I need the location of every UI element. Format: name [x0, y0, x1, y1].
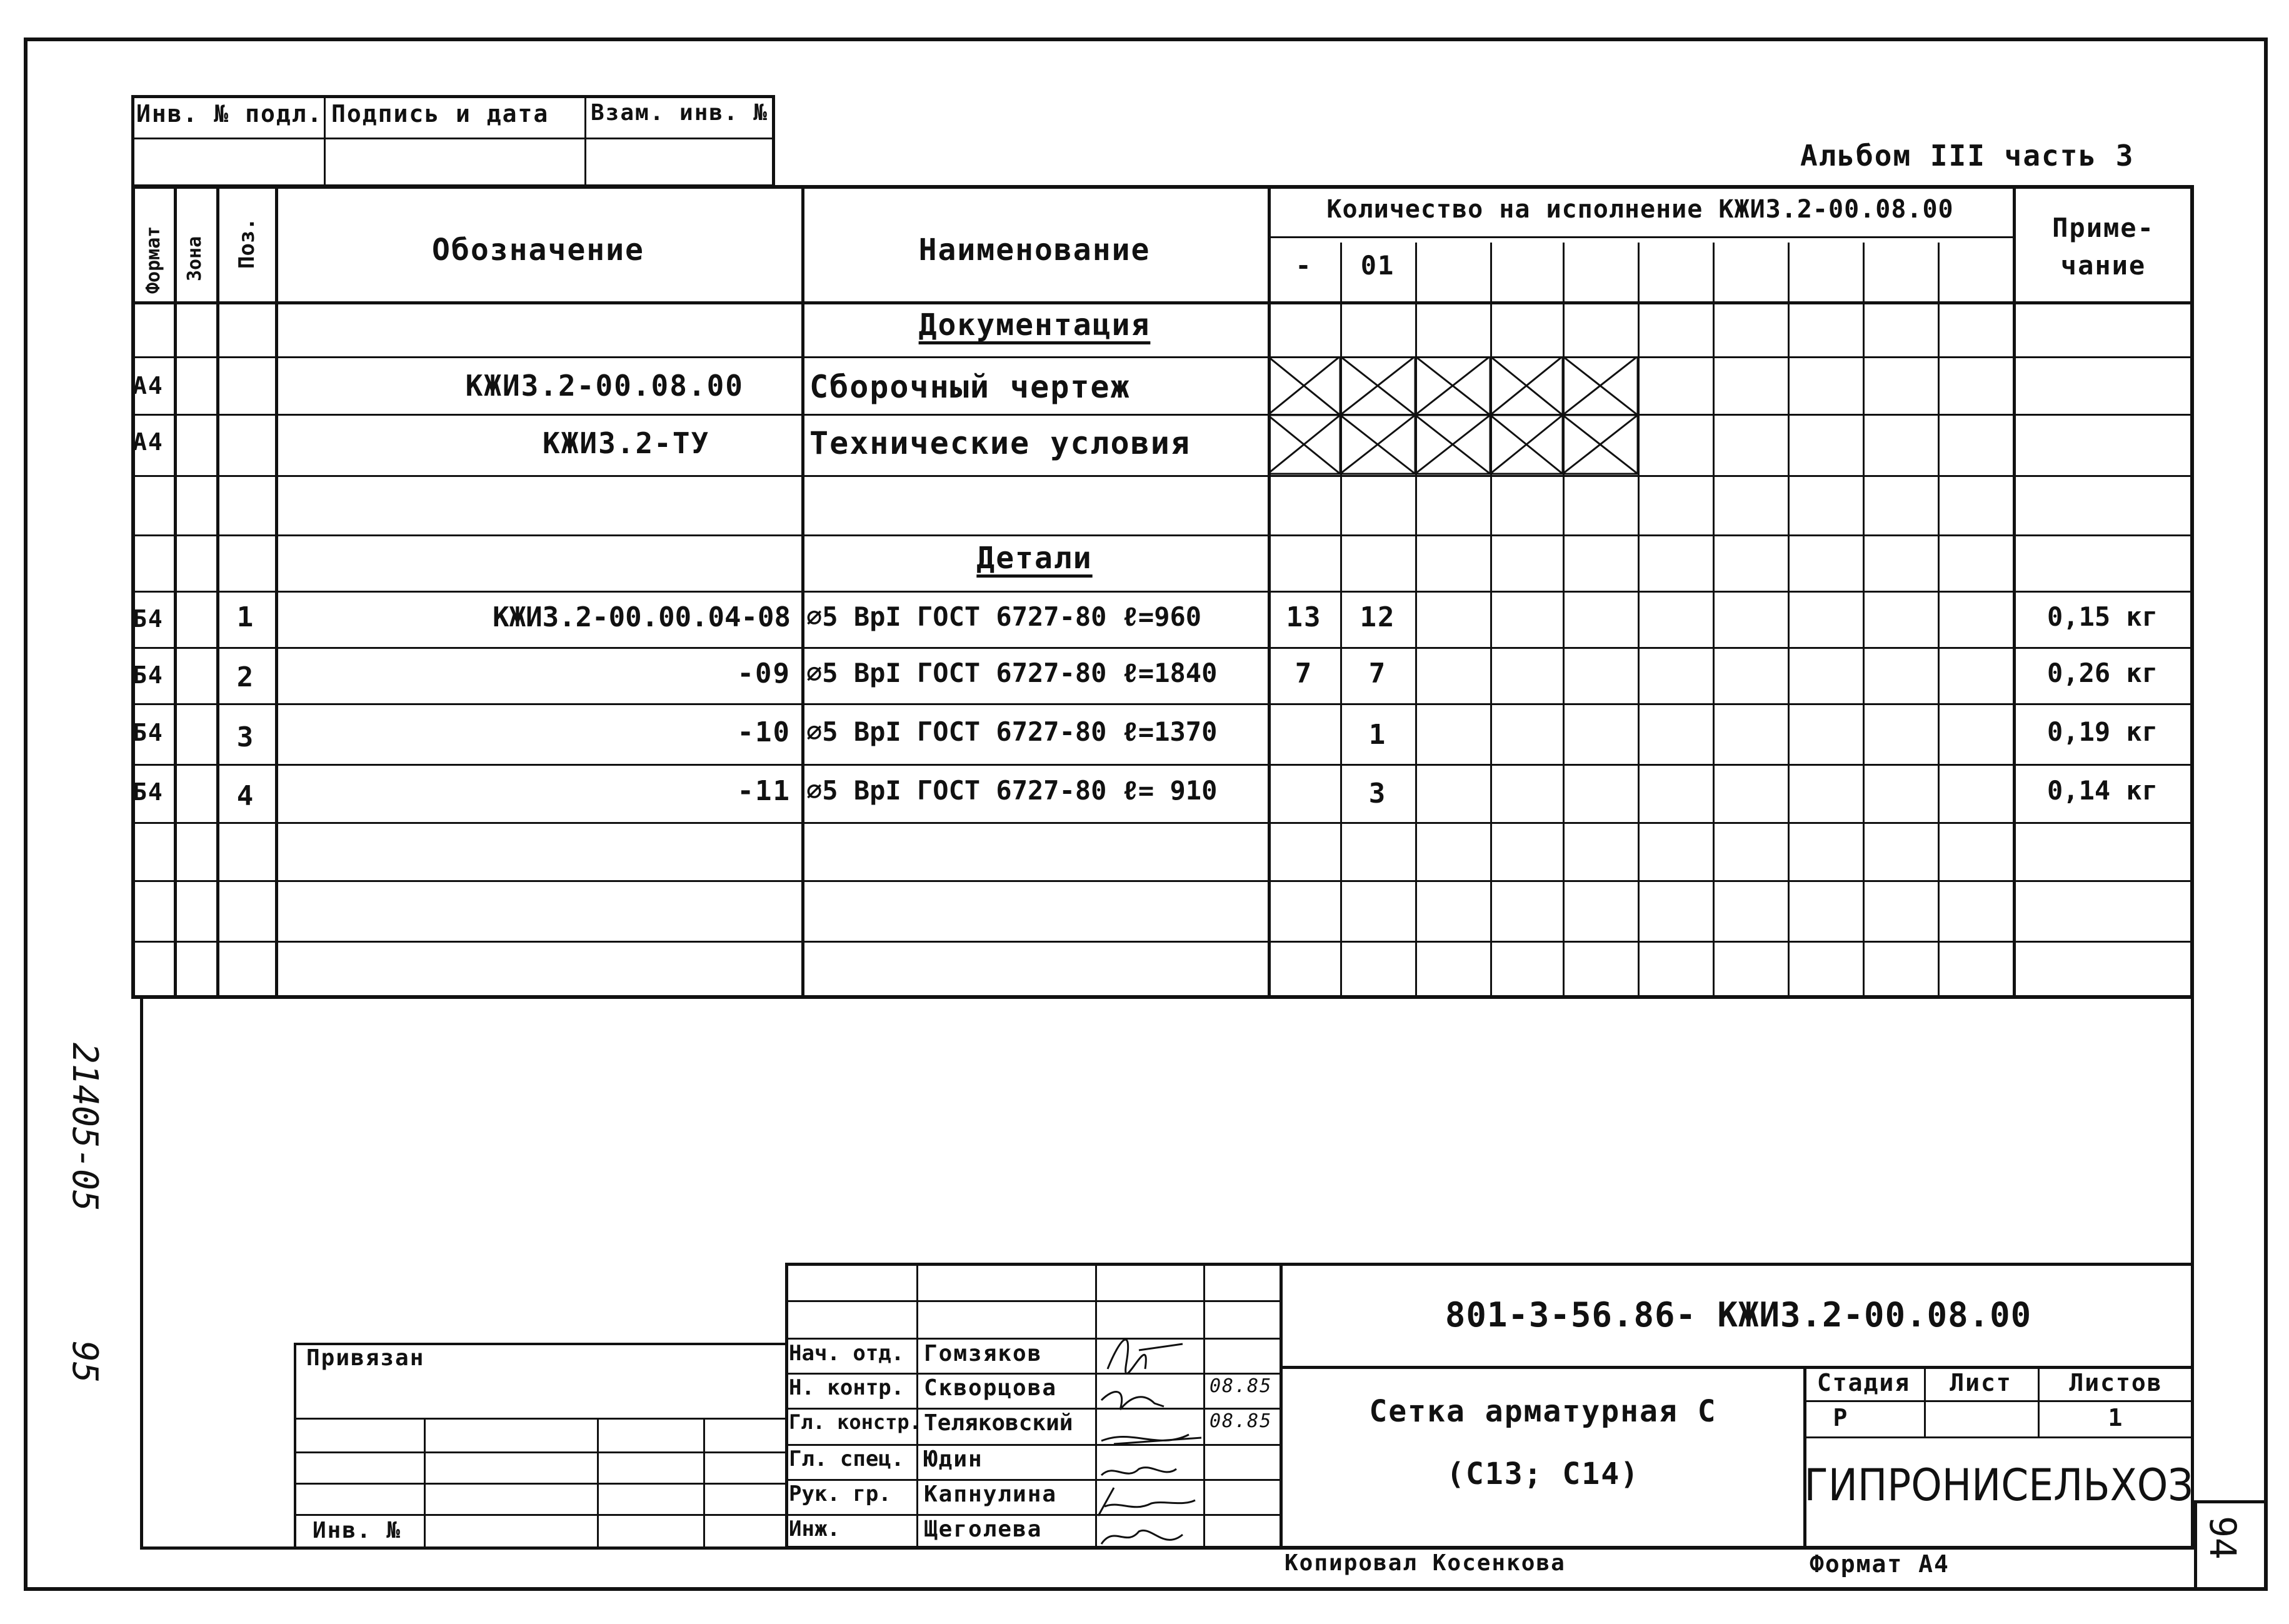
document-name-2: (С13; С14) [1446, 1456, 1640, 1491]
detail-row-3-oboznachenie: -10 [737, 716, 791, 748]
inv-no-label: Инв. № [313, 1518, 402, 1543]
privyazan-label: Привязан [306, 1345, 425, 1371]
doc-row-1-oboznachenie: КЖИ3.2-00.08.00 [465, 369, 744, 403]
detail-row-1-q2: 12 [1360, 601, 1396, 633]
side-page: 95 [64, 1341, 105, 1383]
detail-row-2-q2: 7 [1368, 658, 1387, 689]
detail-row-1-q1: 13 [1286, 601, 1322, 633]
header-prim-1: Приме- [2052, 213, 2155, 243]
stamp-vzam-inv: Взам. инв. № [591, 100, 769, 126]
document-name-1: Сетка арматурная С [1369, 1394, 1717, 1429]
header-zona: Зона [184, 236, 206, 281]
signatures-drawing [1095, 1300, 1220, 1550]
stadiya-value: Р [1833, 1404, 1849, 1431]
format-label: Формат А4 [1810, 1550, 1950, 1578]
role-4-name: Юдин [924, 1446, 983, 1472]
role-5-name: Капнулина [924, 1481, 1058, 1507]
doc-row-1-format: А4 [133, 372, 164, 399]
doc-row-2-format: А4 [133, 428, 164, 456]
detail-row-3-poz: 3 [236, 721, 255, 753]
detail-row-2-naimenovanie: ⌀5 ВрI ГОСТ 6727-80 ℓ=1840 [806, 658, 1218, 688]
doc-row-2-oboznachenie: КЖИ3.2-ТУ [543, 426, 710, 460]
section-dokumentaciya: Документация [918, 308, 1151, 343]
organization: ГИПРОНИСЕЛЬХОЗ [1804, 1460, 2193, 1511]
role-2-name: Скворцова [924, 1375, 1058, 1401]
document-code: 801-3-56.86- КЖИ3.2-00.08.00 [1445, 1295, 2032, 1335]
section-detali: Детали [976, 541, 1093, 576]
header-naimenovanie: Наименование [918, 233, 1151, 268]
detail-row-4-prim: 0,14 кг [2047, 775, 2158, 806]
role-3-date: 08.85 [1210, 1410, 1273, 1432]
header-oboznachenie: Обозначение [432, 233, 644, 268]
role-1-name: Гомзяков [924, 1341, 1043, 1366]
role-5: Рук. гр. [789, 1481, 891, 1506]
role-2: Н. контр. [789, 1375, 904, 1400]
detail-row-4-naimenovanie: ⌀5 ВрI ГОСТ 6727-80 ℓ= 910 [806, 775, 1218, 806]
doc-row-2-naimenovanie: Технические условия [809, 425, 1191, 461]
detail-row-3-prim: 0,19 кг [2047, 716, 2158, 747]
detail-row-3-format: Б4 [133, 719, 164, 746]
side-number: 21405-05 [64, 1043, 105, 1211]
detail-row-2-oboznachenie: -09 [737, 658, 791, 689]
role-2-date: 08.85 [1210, 1375, 1273, 1397]
role-1: Нач. отд. [789, 1341, 904, 1366]
detail-row-1-format: Б4 [133, 605, 164, 633]
header-isp-2: 01 [1360, 250, 1395, 281]
detail-row-1-naimenovanie: ⌀5 ВрI ГОСТ 6727-80 ℓ=960 [806, 601, 1202, 632]
detail-row-1-oboznachenie: КЖИ3.2-00.00.04-08 [493, 601, 791, 633]
header-poz: Поз. [234, 218, 259, 269]
header-prim-2: чание [2060, 250, 2146, 281]
role-4: Гл. спец. [789, 1446, 904, 1471]
role-3: Гл. констр. [789, 1410, 921, 1434]
doc-row-1-naimenovanie: Сборочный чертеж [809, 369, 1131, 405]
crossed-cells [1268, 356, 1638, 476]
role-3-name: Теляковский [924, 1410, 1073, 1436]
detail-row-2-q1: 7 [1295, 658, 1313, 689]
listov-value: 1 [2108, 1404, 2124, 1431]
list-label: Лист [1950, 1369, 2012, 1396]
listov-label: Листов [2069, 1369, 2163, 1396]
stamp-inv-podl: Инв. № подл. [136, 100, 323, 128]
detail-row-3-naimenovanie: ⌀5 ВрI ГОСТ 6727-80 ℓ=1370 [806, 716, 1218, 747]
detail-row-4-format: Б4 [133, 778, 164, 806]
header-kolichestvo: Количество на исполнение КЖИ3.2-00.08.00 [1326, 195, 1954, 224]
detail-row-4-oboznachenie: -11 [737, 775, 791, 807]
role-6: Инж. [789, 1516, 840, 1541]
detail-row-2-prim: 0,26 кг [2047, 658, 2158, 688]
role-6-name: Щеголева [924, 1516, 1043, 1542]
page-number: 94 [2201, 1516, 2244, 1560]
header-format: Формат [143, 226, 164, 294]
album-label: Альбом III часть 3 [1800, 139, 2135, 173]
detail-row-1-poz: 1 [236, 601, 255, 633]
detail-row-2-format: Б4 [133, 661, 164, 689]
detail-row-1-prim: 0,15 кг [2047, 601, 2158, 632]
detail-row-2-poz: 2 [236, 661, 255, 693]
kopiroval-label: Копировал Косенкова [1285, 1550, 1566, 1576]
detail-row-4-q2: 3 [1368, 778, 1387, 809]
header-isp-1: - [1295, 250, 1313, 281]
stadiya-label: Стадия [1816, 1369, 1911, 1396]
stamp-podpis-data: Подпись и дата [331, 100, 549, 128]
detail-row-3-q2: 1 [1368, 719, 1387, 751]
detail-row-4-poz: 4 [236, 780, 255, 812]
